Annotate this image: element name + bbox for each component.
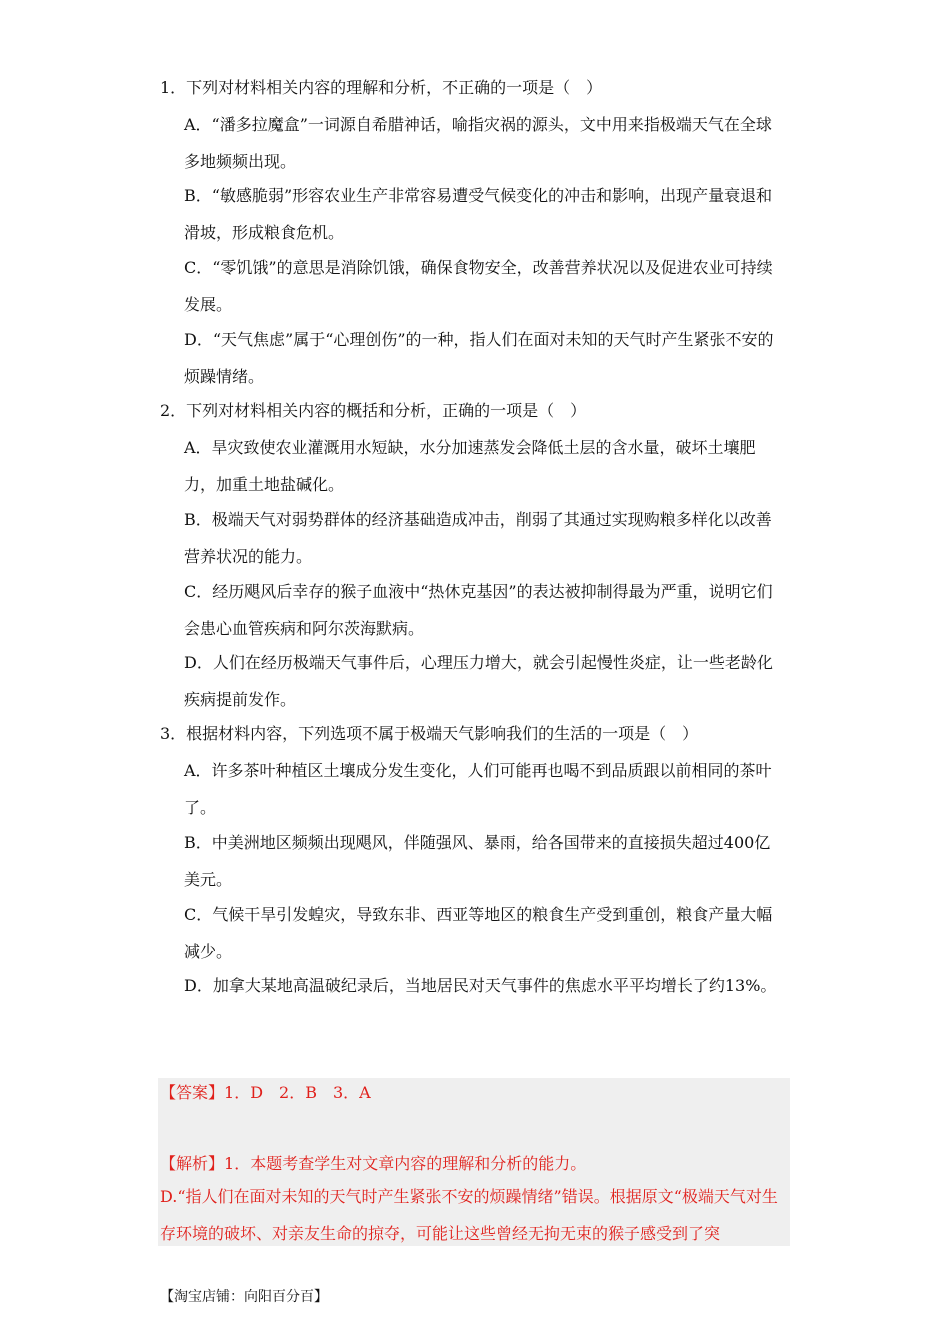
- question-1-option-b: B．“敏感脆弱”形容农业生产非常容易遭受气候变化的冲击和影响，出现产量衰退和滑坡，形成粮食危机。: [184, 186, 773, 242]
- question-1-stem: 1．下列对材料相关内容的理解和分析，不正确的一项是（ ）: [160, 78, 603, 97]
- analysis-label: 【解析】: [160, 1154, 225, 1173]
- question-1-option-c: C．“零饥饿”的意思是消除饥饿，确保食物安全，改善营养状况以及促进农业可持续发展。: [184, 258, 773, 314]
- analysis-text: D.“指人们在面对未知的天气时产生紧张不安的烦躁情绪”错误。根据原文“极端天气对生存环境的破坏、对亲友生命的掠夺，可能让这些曾经无拘无束的猴子感受到了突: [160, 1187, 778, 1243]
- answer-label: 【答案】: [160, 1083, 225, 1102]
- footer-shop-label: 【淘宝店铺：向阳百分百】: [160, 1289, 328, 1305]
- question-1-option-d: D．“天气焦虑”属于“心理创伤”的一种，指人们在面对未知的天气时产生紧张不安的烦躁情绪。: [184, 330, 774, 386]
- question-2-stem: 2．下列对材料相关内容的概括和分析，正确的一项是（ ）: [160, 401, 587, 420]
- question-2-option-a: A．旱灾致使农业灌溉用水短缺，水分加速蒸发会降低土层的含水量，破坏土壤肥力，加重土地盐碱化。: [184, 438, 756, 494]
- answer-text: 1．D 2．B 3．A: [224, 1083, 371, 1102]
- question-3-option-a: A．许多茶叶种植区土壤成分发生变化，人们可能再也喝不到品质跟以前相同的茶叶了。: [184, 761, 772, 817]
- question-3-option-b: B．中美洲地区频频出现飓风，伴随强风、暴雨，给各国带来的直接损失超过400亿美元。: [184, 833, 771, 889]
- analysis-title: [160, 1154, 586, 1174]
- analysis-title-text: 1．本题考查学生对文章内容的理解和分析的能力。: [224, 1154, 587, 1173]
- question-3-option-d: D．加拿大某地高温破纪录后，当地居民对天气事件的焦虑水平平均增长了约13%。: [184, 976, 777, 995]
- question-1-option-a: A．“潘多拉魔盒”一词源自希腊神话，喻指灾祸的源头，文中用来指极端天气在全球多地频频出现。: [184, 115, 772, 171]
- answer-line: [160, 1083, 371, 1103]
- question-2-option-d: D．人们在经历极端天气事件后，心理压力增大，就会引起慢性炎症，让一些老龄化疾病提前发作。: [184, 653, 773, 709]
- question-3-option-c: C．气候干旱引发蝗灾，导致东非、西亚等地区的粮食生产受到重创，粮食产量大幅减少。: [184, 905, 773, 961]
- question-2-option-b: B．极端天气对弱势群体的经济基础造成冲击，削弱了其通过实现购粮多样化以改善营养状况的能力。: [184, 510, 772, 566]
- question-2-option-c: C．经历飓风后幸存的猴子血液中“热休克基因”的表达被抑制得最为严重，说明它们会患心血管疾病和阿尔茨海默病。: [184, 582, 773, 638]
- question-3-stem: 3．根据材料内容，下列选项不属于极端天气影响我们的生活的一项是（ ）: [160, 724, 699, 743]
